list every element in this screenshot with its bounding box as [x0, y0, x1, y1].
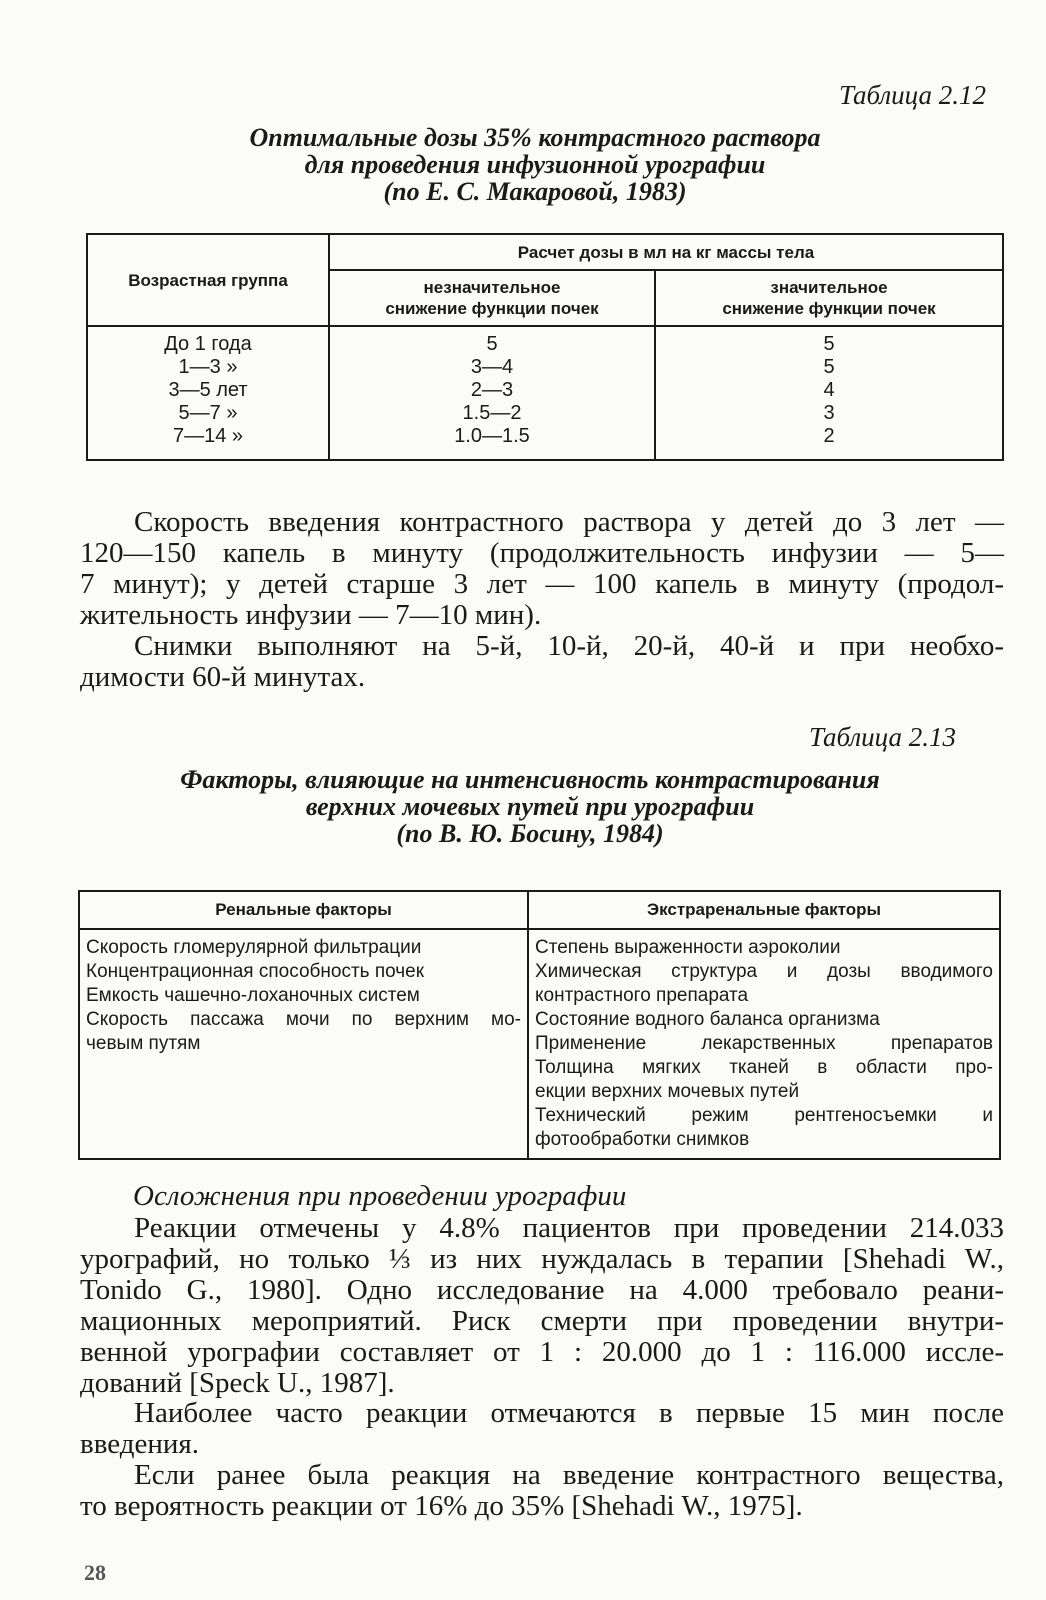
dose-value: 4	[823, 379, 835, 401]
text-line: жительность инфузии — 7—10 мин).	[80, 599, 542, 631]
title-line: Факторы, влияющие на интенсивность контрастирования	[180, 765, 880, 794]
age-column	[87, 326, 329, 460]
text-line: Наиболее часто реакции отмечаются в первые 15 мин после	[134, 1397, 1004, 1429]
contrast-dose-table	[86, 233, 1004, 461]
paragraph-infusion-rate	[80, 507, 1004, 631]
factor-line: Скорость пассажа мочи по верхним мо-	[86, 1009, 521, 1030]
title-line: для проведения инфузионной урографии	[304, 150, 766, 179]
factor-line: чевым путям	[86, 1033, 201, 1054]
dose-value: 1.0—1.5	[454, 425, 530, 447]
age-value: 1—3 »	[178, 356, 238, 378]
factor-line: фотообработки снимков	[535, 1129, 750, 1150]
text-line: димости 60-й минутах.	[80, 661, 366, 693]
title-line: Оптимальные дозы 35% контрастного раствора	[249, 123, 821, 152]
table-title-2-12	[80, 124, 990, 205]
factor-line: екции верхних мочевых путей	[535, 1081, 800, 1102]
text-line: введения.	[80, 1428, 199, 1460]
text-line: Скорость введения контрастного раствора у детей до 3 лет —	[134, 506, 1004, 538]
header-line: снижение функции почек	[722, 299, 936, 318]
dose-value: 3	[823, 402, 835, 424]
text-line: Снимки выполняют на 5-й, 10-й, 20-й, 40-й и при необхо-	[134, 630, 1004, 662]
text-line: Tonido G., 1980]. Одно исследование на 4.000 требовало реани-	[80, 1274, 1004, 1306]
factor-line: Концентрационная способность почек	[86, 961, 425, 982]
header-line: незначительное	[423, 278, 561, 297]
table-label-2-12: Таблица 2.12	[838, 80, 986, 110]
extrarenal-factors-cell	[528, 929, 1000, 1159]
paragraph-imaging-times	[80, 631, 1004, 693]
age-value: 3—5 лет	[168, 379, 248, 401]
text-line: Реакции отмечены у 4.8% пациентов при проведении 214.033	[134, 1212, 1004, 1244]
header-line: значительное	[770, 278, 888, 297]
table-title-2-13	[75, 766, 985, 847]
title-line: (по Е. С. Макаровой, 1983)	[383, 177, 687, 206]
factor-line: Скорость гломерулярной фильтрации	[86, 937, 422, 958]
text-line: 7 минут); у детей старше 3 лет — 100 капель в минуту (продол-	[80, 568, 1004, 600]
text-line: 120—150 капель в минуту (продолжительность инфузии — 5—	[80, 537, 1004, 569]
dose-value: 5	[823, 356, 835, 378]
age-value: 5—7 »	[178, 402, 238, 424]
header-age-group: Возрастная группа	[87, 234, 329, 326]
dose-value: 1.5—2	[462, 402, 522, 424]
text-line: урографий, но только ⅓ из них нуждалась в терапии [Shehadi W.,	[80, 1243, 1004, 1275]
factor-line: Толщина мягких тканей в области про-	[535, 1057, 993, 1078]
header-extrarenal-factors: Экстраренальные факторы	[528, 891, 1000, 929]
section-subheading: Осложнения при проведении урографии	[133, 1180, 627, 1212]
age-value: 7—14 »	[172, 425, 244, 447]
factor-line: Химическая структура и дозы вводимого	[535, 961, 993, 982]
title-line: верхних мочевых путей при урографии	[305, 792, 755, 821]
factor-line: Технический режим рентгеносъемки и	[535, 1105, 993, 1126]
text-line: мационных мероприятий. Риск смерти при проведении внутри-	[80, 1305, 1004, 1337]
dose-value: 3—4	[470, 356, 514, 378]
dose-value: 2—3	[470, 379, 514, 401]
page-number: 28	[84, 1560, 106, 1585]
factor-line: Емкость чашечно-лоханочных систем	[86, 985, 420, 1006]
table-label-2-13: Таблица 2.13	[808, 722, 956, 752]
factor-line: контрастного препарата	[535, 985, 749, 1006]
dose-value: 5	[823, 333, 835, 355]
title-line: (по В. Ю. Босину, 1984)	[396, 819, 664, 848]
paragraph-reaction-timing	[80, 1398, 1004, 1460]
factor-line: Применение лекарственных препаратов	[535, 1033, 993, 1054]
major-dose-column	[655, 326, 1003, 460]
contrast-factors-table	[78, 890, 1001, 1160]
header-line: снижение функции почек	[385, 299, 599, 318]
text-line: дований [Speck U., 1987].	[80, 1367, 395, 1399]
dose-value: 5	[486, 333, 498, 355]
header-minor-impairment	[329, 270, 655, 326]
renal-factors-cell	[79, 929, 528, 1159]
paragraph-repeat-reaction	[80, 1460, 1004, 1522]
dose-value: 2	[823, 425, 835, 447]
paragraph-reactions	[80, 1213, 1004, 1399]
header-major-impairment	[655, 270, 1003, 326]
minor-dose-column	[329, 326, 655, 460]
factor-line: Состояние водного баланса организма	[535, 1009, 880, 1030]
factor-line: Степень выраженности аэроколии	[535, 937, 841, 958]
header-renal-factors: Ренальные факторы	[79, 891, 528, 929]
text-line: Если ранее была реакция на введение контрастного вещества,	[134, 1459, 1004, 1491]
header-dose-calc: Расчет дозы в мл на кг массы тела	[329, 234, 1003, 270]
text-line: венной урографии составляет от 1 : 20.000 до 1 : 116.000 иссле-	[80, 1336, 1004, 1368]
age-value: До 1 года	[164, 333, 252, 355]
text-line: то вероятность реакции от 16% до 35% [Shehadi W., 1975].	[80, 1490, 803, 1522]
